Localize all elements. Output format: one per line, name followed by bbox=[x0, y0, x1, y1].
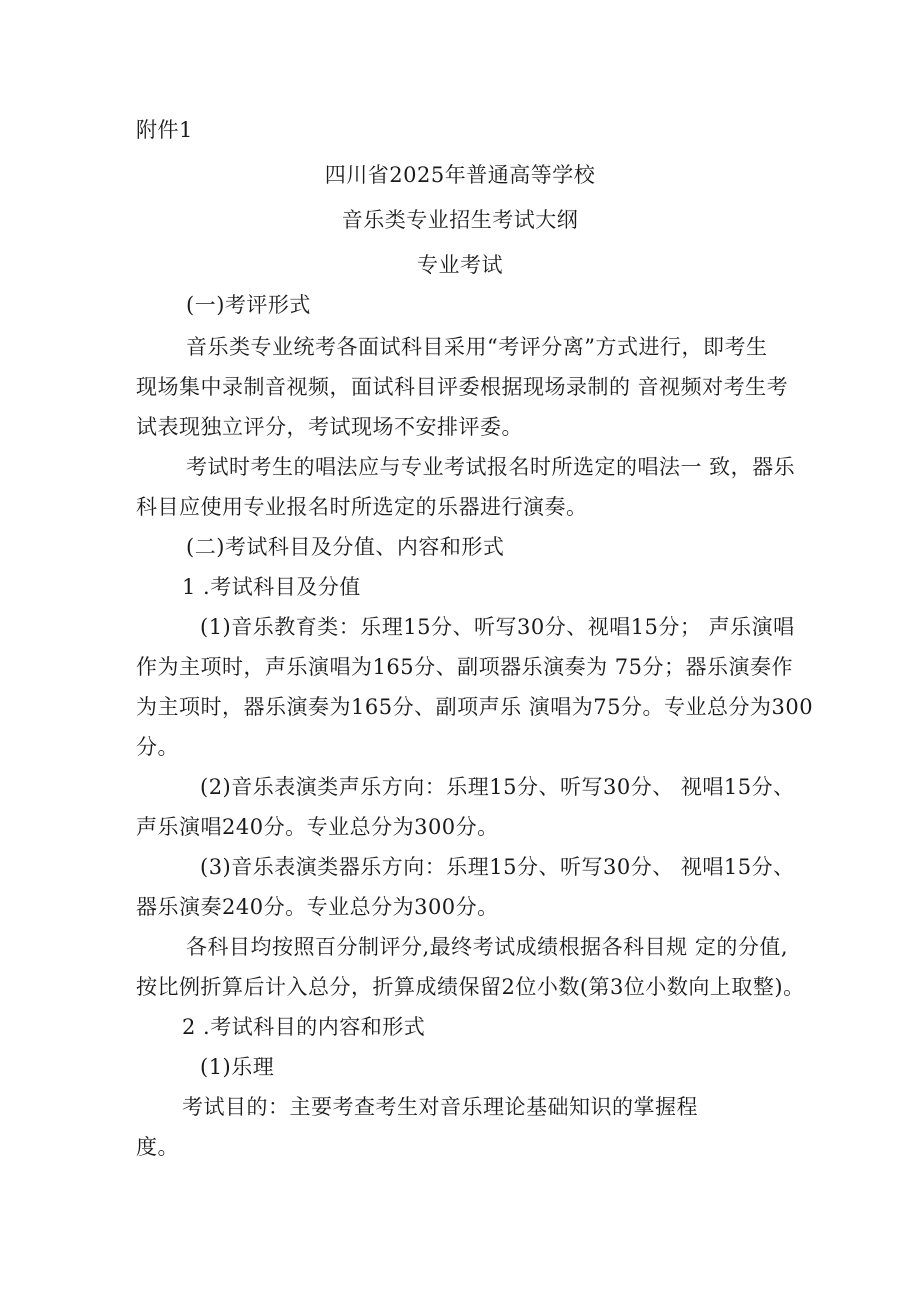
purpose-line-2: 度。 bbox=[136, 1135, 179, 1159]
document-title-line-1: 四川省2025年普通高等学校 bbox=[324, 163, 596, 187]
item-2-line-2: 声乐演唱240分。专业总分为300分。 bbox=[136, 815, 499, 839]
item-1-line-2: 作为主项时，声乐演唱为165分、副项器乐演奏为 75分；器乐演奏作 bbox=[136, 655, 793, 679]
paragraph-1-line-1: 音乐类专业统考各面试科目采用“考评分离”方式进行，即考生 bbox=[186, 335, 768, 359]
item-3-line-1: (3)音乐表演类器乐方向：乐理15分、听写30分、 视唱15分、 bbox=[200, 855, 795, 879]
item-theory-heading: (1)乐理 bbox=[200, 1055, 275, 1079]
item-3-line-2: 器乐演奏240分。专业总分为300分。 bbox=[136, 895, 499, 919]
scoring-paragraph-line-2: 按比例折算后计入总分，折算成绩保留2位小数(第3位小数向上取整)。 bbox=[136, 975, 805, 999]
paragraph-1-line-2: 现场集中录制音视频，面试科目评委根据现场录制的 音视频对考生考 bbox=[136, 375, 789, 399]
item-1-line-3: 为主项时，器乐演奏为165分、副项声乐 演唱为75分。专业总分为300 bbox=[136, 695, 814, 719]
item-1-line-1: (1)音乐教育类：乐理15分、听写30分、视唱15分； 声乐演唱 bbox=[200, 615, 795, 639]
section-1-heading: (一)考评形式 bbox=[186, 293, 311, 317]
paragraph-1-line-3: 试表现独立评分，考试现场不安排评委。 bbox=[136, 415, 523, 439]
purpose-line-1: 考试目的：主要考查考生对音乐理论基础知识的掌握程 bbox=[182, 1095, 698, 1119]
document-title-line-2: 音乐类专业招生考试大纲 bbox=[341, 208, 579, 232]
annex-label: 附件1 bbox=[136, 118, 193, 142]
item-2-line-1: (2)音乐表演类声乐方向：乐理15分、听写30分、 视唱15分、 bbox=[200, 775, 795, 799]
document-title-line-3: 专业考试 bbox=[417, 253, 503, 277]
paragraph-2-line-2: 科目应使用专业报名时所选定的乐器进行演奏。 bbox=[136, 495, 588, 519]
subheading-2: 2 .考试科目的内容和形式 bbox=[182, 1015, 426, 1039]
scoring-paragraph-line-1: 各科目均按照百分制评分,最终考试成绩根据各科目规 定的分值, bbox=[186, 935, 789, 959]
item-1-line-4: 分。 bbox=[136, 735, 179, 759]
section-2-heading: (二)考试科目及分值、内容和形式 bbox=[186, 535, 505, 559]
subheading-1: 1 .考试科目及分值 bbox=[182, 575, 361, 599]
paragraph-2-line-1: 考试时考生的唱法应与专业考试报名时所选定的唱法一 致，器乐 bbox=[186, 455, 796, 479]
